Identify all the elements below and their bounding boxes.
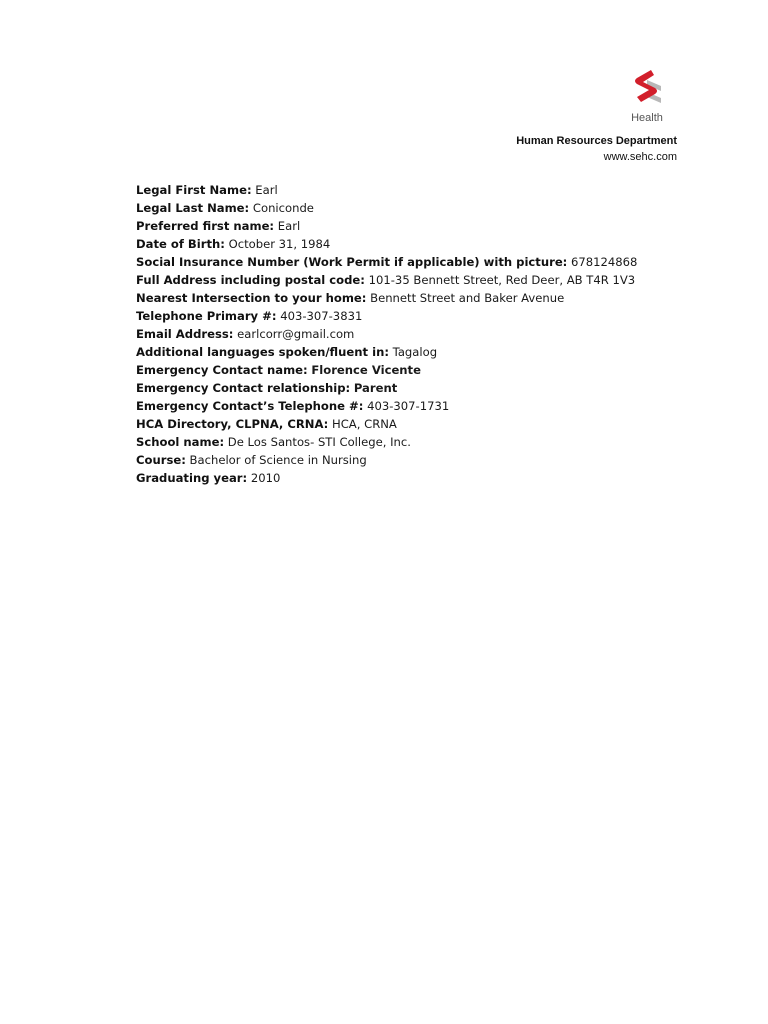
field-label: Course: bbox=[136, 453, 186, 467]
field-row bbox=[136, 217, 696, 235]
field-label: Date of Birth: bbox=[136, 237, 225, 251]
field-value: Bachelor of Science in Nursing bbox=[189, 453, 367, 467]
field-row bbox=[136, 253, 696, 271]
field-row bbox=[136, 469, 696, 487]
field-label: Emergency Contact’s Telephone #: bbox=[136, 399, 364, 413]
field-value: Earl bbox=[277, 219, 301, 233]
field-label: Legal Last Name: bbox=[136, 201, 250, 215]
field-value: Bennett Street and Baker Avenue bbox=[370, 291, 565, 305]
field-label: Preferred first name: bbox=[136, 219, 275, 233]
field-value: 403-307-3831 bbox=[280, 309, 363, 323]
company-logo bbox=[616, 66, 678, 124]
field-row bbox=[136, 397, 696, 415]
field-value: 2010 bbox=[250, 471, 281, 485]
field-label: Telephone Primary #: bbox=[136, 309, 277, 323]
field-value: 403-307-1731 bbox=[367, 399, 450, 413]
field-label: Additional languages spoken/fluent in: bbox=[136, 345, 389, 359]
field-label: Email Address: bbox=[136, 327, 234, 341]
field-value: De Los Santos- STI College, Inc. bbox=[227, 435, 411, 449]
field-value: earlcorr@gmail.com bbox=[237, 327, 355, 341]
field-value: Parent bbox=[353, 381, 398, 395]
field-row bbox=[136, 343, 696, 361]
field-row bbox=[136, 361, 696, 379]
field-value: HCA, CRNA bbox=[331, 417, 397, 431]
field-row bbox=[136, 307, 696, 325]
field-label: School name: bbox=[136, 435, 225, 449]
field-value: October 31, 1984 bbox=[228, 237, 331, 251]
field-label: Social Insurance Number (Work Permit if applicable) with picture: bbox=[136, 255, 568, 269]
field-value: 678124868 bbox=[571, 255, 638, 269]
company-website: www.sehc.com bbox=[603, 151, 677, 163]
field-label: Emergency Contact name: bbox=[136, 363, 308, 377]
field-row bbox=[136, 199, 696, 217]
field-label: Legal First Name: bbox=[136, 183, 252, 197]
field-value: Florence Vicente bbox=[311, 363, 421, 377]
org-info bbox=[516, 133, 677, 165]
field-row bbox=[136, 415, 696, 433]
department-name: Human Resources Department bbox=[516, 135, 677, 147]
field-row bbox=[136, 181, 696, 199]
field-row bbox=[136, 289, 696, 307]
field-value: Earl bbox=[255, 183, 278, 197]
field-label: Nearest Intersection to your home: bbox=[136, 291, 367, 305]
logo-text: Health bbox=[631, 112, 663, 124]
field-value: Tagalog bbox=[392, 345, 438, 359]
field-label: Graduating year: bbox=[136, 471, 248, 485]
field-label: Emergency Contact relationship: bbox=[136, 381, 351, 395]
field-row bbox=[136, 271, 696, 289]
applicant-fields bbox=[136, 181, 696, 487]
field-row bbox=[136, 325, 696, 343]
field-row bbox=[136, 451, 696, 469]
field-row bbox=[136, 235, 696, 253]
sehc-logo-icon bbox=[627, 66, 667, 110]
field-label: HCA Directory, CLPNA, CRNA: bbox=[136, 417, 329, 431]
field-value: 101-35 Bennett Street, Red Deer, AB T4R 1V3 bbox=[368, 273, 636, 287]
field-value: Coniconde bbox=[252, 201, 314, 215]
field-label: Full Address including postal code: bbox=[136, 273, 365, 287]
field-row bbox=[136, 433, 696, 451]
field-row bbox=[136, 379, 696, 397]
